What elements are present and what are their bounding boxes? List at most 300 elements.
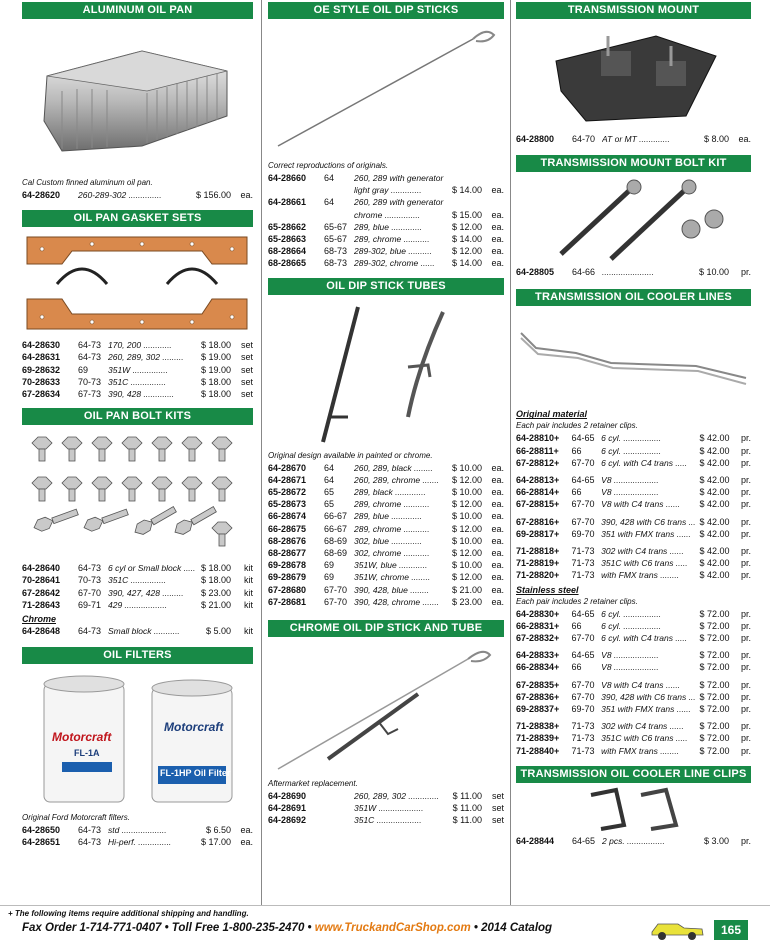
part-price: $ 42.00 (699, 570, 730, 581)
part-number: 71-28840+ (516, 745, 560, 756)
part-description: 289, black ............. (354, 487, 426, 498)
table-row (516, 557, 751, 569)
part-number: 71-28643 (22, 599, 61, 610)
table-row (516, 745, 751, 757)
part-number: 67-28681 (268, 596, 307, 607)
part-number: 70-28641 (22, 575, 61, 586)
part-price: $ 42.00 (699, 499, 730, 510)
part-description: 351C with C6 trans ..... (601, 733, 688, 744)
filter2-brand: Motorcraft (164, 720, 224, 735)
part-price: $ 72.00 (699, 650, 730, 661)
filter2-model: FL-1HP Oil Filter (160, 768, 231, 779)
part-years: 71-73 (571, 733, 595, 744)
part-unit: kit (244, 587, 253, 598)
part-years: 64-65 (572, 835, 596, 846)
table-row (268, 209, 504, 221)
part-price: $ 15.00 (451, 209, 482, 220)
part-unit: pr. (740, 516, 751, 527)
part-price: $ 42.00 (699, 457, 730, 468)
part-number: 64-28630 (22, 340, 61, 351)
part-years: 70-73 (78, 575, 102, 586)
part-unit: pr. (740, 662, 751, 673)
part-description: 390, 427, 428 ......... (108, 587, 184, 598)
section-header-oe-style-oil-dip-sticks: OE STYLE OIL DIP STICKS (268, 2, 504, 19)
separator: • (304, 922, 315, 934)
part-years: 64-70 (572, 134, 596, 144)
table-row (268, 802, 504, 814)
table-row (516, 835, 751, 847)
table-row (516, 632, 751, 644)
table-row (268, 196, 504, 208)
part-years: 64-73 (78, 563, 102, 574)
part-number: 64-28648 (22, 626, 61, 637)
part-description: 260, 289, 302 ............. (354, 791, 440, 802)
table-row (22, 351, 253, 363)
part-number: 67-28836+ (516, 691, 560, 702)
part-number: 66-28811+ (516, 445, 559, 456)
part-price: $ 17.00 (200, 837, 231, 848)
part-unit: pr. (740, 267, 751, 278)
table-row (516, 528, 751, 540)
part-price: $ 19.00 (200, 364, 231, 375)
part-price: $ 42.00 (699, 558, 730, 569)
part-price: $ 72.00 (699, 733, 730, 744)
part-number: 65-28673 (268, 499, 307, 510)
chrome-dip-stick-and-tube-image (268, 639, 504, 777)
oil-dip-stick-image (268, 21, 504, 159)
part-years: 64-66 (572, 267, 596, 278)
part-years: 71-73 (571, 546, 595, 557)
part-description: 390, 428 ............. (108, 389, 175, 400)
part-unit: pr. (740, 721, 751, 732)
table-row (516, 679, 751, 691)
part-years: 68-73 (324, 258, 348, 269)
part-description: 260, 289 with generator (354, 197, 444, 208)
part-unit: set (491, 803, 504, 814)
part-price: $ 156.00 (195, 190, 231, 200)
table-row (268, 535, 504, 547)
part-years: 64-65 (571, 475, 595, 486)
subsection-label-chrome: Chrome (22, 614, 57, 625)
table-row (516, 266, 751, 278)
part-description: V8 with C4 trans ...... (601, 499, 681, 510)
part-years: 69-70 (571, 704, 595, 715)
part-description: 6 cyl. ................ (601, 433, 662, 444)
table-row (516, 732, 751, 744)
part-description: 289, chrome ........... (354, 499, 430, 510)
table-row (22, 388, 253, 400)
part-unit: ea. (491, 572, 504, 583)
part-number: 65-28662 (268, 221, 307, 232)
part-unit: ea. (491, 523, 504, 534)
section-note: Original design available in painted or chrome. (268, 450, 433, 460)
part-description: 6 cyl or Small block ..... (108, 563, 196, 574)
table-row (268, 559, 504, 571)
part-number: 64-28651 (22, 837, 61, 848)
part-description: 260, 289, chrome ....... (354, 474, 440, 485)
part-price: $ 10.00 (451, 462, 482, 473)
part-years: 64 (324, 173, 335, 183)
part-price: $ 18.00 (200, 563, 231, 574)
parts-table-cooler-line-clips (516, 835, 751, 847)
part-price: $ 14.00 (451, 258, 482, 269)
part-unit: ea. (738, 134, 751, 144)
part-unit: ea. (491, 209, 504, 220)
oil-cooler-lines-image (516, 308, 751, 406)
part-description: 351W ................... (354, 803, 424, 814)
part-unit: pr. (740, 433, 751, 444)
part-description: 260, 289, 302 ......... (108, 352, 184, 363)
part-years: 64-73 (78, 825, 102, 836)
part-years: 64 (324, 462, 335, 473)
part-price: $ 10.00 (451, 560, 482, 571)
part-years: 66-67 (324, 523, 348, 534)
part-description: 390, 428, chrome ....... (354, 596, 440, 607)
part-price: $ 12.00 (451, 548, 482, 559)
part-number: 67-28835+ (516, 679, 560, 690)
part-unit: ea. (240, 825, 253, 836)
part-years (324, 802, 354, 814)
parts-table-transmission-mount (516, 133, 751, 145)
table-row (516, 720, 751, 732)
part-unit: set (240, 340, 253, 351)
part-years: 66 (571, 662, 582, 673)
part-price: $ 72.00 (699, 691, 730, 702)
part-number: 68-28664 (268, 246, 307, 257)
part-number: 67-28832+ (516, 633, 560, 644)
part-number: 64-28830+ (516, 608, 560, 619)
part-description: 2 pcs. ................ (602, 835, 665, 846)
table-row (268, 571, 504, 583)
part-description: 351W, blue ............ (354, 560, 428, 571)
table-row (22, 189, 253, 201)
part-description: 289-302, blue .......... (354, 246, 432, 257)
part-price: $ 42.00 (699, 546, 730, 557)
section-header-oil-pan-gasket-sets: OIL PAN GASKET SETS (22, 210, 253, 227)
part-description: 260, 289, black ........ (354, 462, 433, 473)
part-years: 67-70 (571, 499, 595, 510)
part-description: 170, 200 ............ (108, 340, 172, 351)
parts-table-cooler-lines-original (516, 432, 751, 581)
part-number: 66-28831+ (516, 620, 560, 631)
part-unit: ea. (491, 499, 504, 510)
part-price: $ 21.00 (451, 584, 482, 595)
part-unit: kit (244, 626, 253, 637)
part-number: 67-28642 (22, 587, 61, 598)
part-years: 69 (324, 572, 335, 583)
parts-table-cooler-lines-stainless (516, 608, 751, 757)
part-number: 66-28675 (268, 523, 307, 534)
part-number: 71-28819+ (516, 558, 560, 569)
contact-line (22, 922, 552, 934)
table-row (22, 836, 253, 848)
part-number: 64-28833+ (516, 650, 560, 661)
part-years: 71-73 (571, 570, 595, 581)
part-number: 64-28800 (516, 134, 555, 144)
part-years: 69 (78, 364, 89, 375)
part-price: $ 72.00 (699, 679, 730, 690)
part-years: 64-65 (571, 608, 595, 619)
table-row (516, 649, 751, 661)
part-price: $ 18.00 (200, 389, 231, 400)
oil-filters-image (22, 666, 253, 811)
part-years: 69-70 (571, 528, 595, 539)
part-unit: pr. (740, 445, 751, 456)
table-row (516, 486, 751, 498)
part-years: 69-71 (78, 599, 102, 610)
column-middle (268, 0, 504, 827)
part-number: 69-28679 (268, 572, 307, 583)
part-unit: pr. (740, 835, 751, 846)
column-divider (261, 0, 262, 905)
part-years: 67-70 (571, 457, 595, 468)
part-years: 66 (571, 620, 582, 631)
oil-pan-bolts-image (22, 427, 253, 560)
part-years: 67-70 (571, 633, 595, 644)
part-number: 65-28672 (268, 487, 307, 498)
catalog-year: 2014 Catalog (481, 922, 553, 934)
parts-table-oil-pan-bolt-kits (22, 562, 253, 611)
part-unit: pr. (740, 570, 751, 581)
part-price: $ 42.00 (699, 487, 730, 498)
part-unit: pr. (740, 475, 751, 486)
part-years: 67-70 (78, 587, 102, 598)
part-years: 67-70 (324, 584, 348, 595)
part-description: V8 ................... (601, 487, 659, 498)
oil-pan-gasket-image (22, 229, 253, 337)
part-unit: set (491, 791, 504, 802)
part-price: $ 23.00 (451, 596, 482, 607)
subsection-label-original-material: Original material (516, 409, 588, 420)
part-number: 69-28678 (268, 560, 307, 571)
part-years: 65 (324, 487, 335, 498)
table-row (22, 625, 253, 637)
part-number: 71-28839+ (516, 733, 560, 744)
part-number: 64-28631 (22, 352, 61, 363)
section-note: Each pair includes 2 retainer clips. (516, 596, 638, 606)
part-price: $ 19.00 (200, 352, 231, 363)
part-years: 69 (324, 560, 335, 571)
part-description: Small block ........... (108, 626, 180, 637)
part-description: 289, chrome ........... (354, 523, 430, 534)
part-number: 71-28838+ (516, 721, 560, 732)
part-description: 289, blue ............. (354, 221, 423, 232)
part-number: 66-28674 (268, 511, 307, 522)
part-description: 289, blue ............. (354, 511, 423, 522)
section-header-aluminum-oil-pan: ALUMINUM OIL PAN (22, 2, 253, 19)
part-number: 64-28661 (268, 197, 307, 208)
section-header-transmission-mount: TRANSMISSION MOUNT (516, 2, 751, 19)
part-description: with FMX trans ........ (601, 570, 680, 581)
table-row (268, 790, 504, 802)
part-years: 71-73 (571, 745, 595, 756)
part-years: 68-69 (324, 535, 348, 546)
part-number: 64-28692 (268, 815, 307, 826)
part-number: 68-28676 (268, 535, 307, 546)
column-divider (510, 0, 511, 905)
part-unit: set (240, 389, 253, 400)
table-row (268, 233, 504, 245)
part-number: 69-28817+ (516, 528, 560, 539)
part-description: 289, chrome ........... (354, 234, 430, 245)
part-years: 66 (571, 445, 582, 456)
part-description: 260, 289 with generator (354, 173, 444, 183)
part-unit: ea. (491, 246, 504, 257)
part-description: 390, 428, blue ........ (354, 584, 430, 595)
part-unit: pr. (740, 499, 751, 510)
section-note: Original Ford Motorcraft filters. (22, 813, 131, 823)
table-row (516, 608, 751, 620)
subsection-label-stainless-steel: Stainless steel (516, 584, 579, 595)
part-description: 351 with FMX trans ...... (601, 528, 691, 539)
part-unit: ea. (491, 462, 504, 473)
toll-free-number: Toll Free 1-800-235-2470 (171, 922, 305, 934)
table-row (268, 547, 504, 559)
part-number: 71-28820+ (516, 570, 560, 581)
parts-table-oil-pan-gasket-sets (22, 339, 253, 400)
part-description: 302, blue ............. (354, 535, 423, 546)
part-unit: ea. (491, 487, 504, 498)
part-price: $ 14.00 (451, 185, 482, 196)
part-unit: set (240, 352, 253, 363)
part-unit: kit (244, 563, 253, 574)
table-row (516, 445, 751, 457)
table-row (268, 474, 504, 486)
part-unit: ea. (491, 185, 504, 196)
part-number: 64-28640 (22, 563, 61, 574)
part-unit: ea. (491, 511, 504, 522)
part-years: 64 (324, 474, 335, 485)
part-price: $ 42.00 (699, 445, 730, 456)
part-unit: pr. (740, 745, 751, 756)
part-description: V8 ................... (601, 662, 659, 673)
part-years: 67-70 (571, 516, 595, 527)
oil-dip-stick-tubes-image (268, 297, 504, 449)
part-price: $ 11.00 (452, 791, 482, 802)
section-note: Cal Custom finned aluminum oil pan. (22, 178, 153, 187)
part-years: 64-73 (78, 340, 102, 351)
section-header-oil-pan-bolt-kits: OIL PAN BOLT KITS (22, 408, 253, 425)
part-number: 67-28634 (22, 389, 61, 400)
part-price: $ 12.00 (451, 246, 482, 257)
table-row (516, 474, 751, 486)
table-row (268, 584, 504, 596)
shipping-footnote: + The following items require additional shipping and handling. (8, 909, 249, 918)
part-number: 64-28620 (22, 190, 61, 200)
part-description: std ................... (108, 825, 167, 836)
part-unit: pr. (740, 457, 751, 468)
section-header-oil-dip-stick-tubes: OIL DIP STICK TUBES (268, 278, 504, 295)
part-years: 65 (324, 499, 335, 510)
table-row (516, 691, 751, 703)
section-header-chrome-oil-dip-stick-and-tube: CHROME OIL DIP STICK AND TUBE (268, 620, 504, 637)
part-unit: pr. (740, 733, 751, 744)
table-row (22, 587, 253, 599)
part-unit: pr. (740, 679, 751, 690)
section-note: Aftermarket replacement. (268, 779, 358, 789)
table-row (22, 824, 253, 836)
part-description: 429 .................. (108, 599, 168, 610)
table-row (516, 432, 751, 444)
table-row (516, 498, 751, 510)
part-number: 70-28633 (22, 376, 61, 387)
part-price: $ 12.00 (451, 221, 482, 232)
part-price: $ 6.50 (205, 825, 231, 836)
part-description: 302 with C4 trans ...... (601, 546, 684, 557)
part-unit: ea. (491, 584, 504, 595)
part-price: $ 42.00 (699, 516, 730, 527)
part-unit: ea. (491, 234, 504, 245)
part-description: 302, chrome ........... (354, 548, 430, 559)
part-number: 67-28816+ (516, 516, 560, 527)
part-price: $ 12.00 (451, 474, 482, 485)
table-row (268, 221, 504, 233)
part-years: 67-73 (78, 389, 102, 400)
part-unit: pr. (740, 528, 751, 539)
part-description: 6 cyl. with C4 trans ..... (601, 457, 688, 468)
part-years: 66-67 (324, 511, 348, 522)
part-unit: ea. (491, 221, 504, 232)
table-row (268, 245, 504, 257)
part-price: $ 72.00 (699, 662, 730, 673)
part-unit: kit (244, 599, 253, 610)
part-number: 64-28813+ (516, 475, 560, 486)
table-row (22, 339, 253, 351)
part-description: chrome ............... (354, 209, 421, 220)
section-header-oil-filters: OIL FILTERS (22, 647, 253, 664)
part-description: AT or MT ............. (602, 134, 670, 144)
part-description: 351W ............... (108, 364, 168, 375)
part-price: $ 8.00 (703, 134, 729, 144)
part-description: 351C ............... (108, 575, 167, 586)
part-description: 6 cyl. ................ (601, 620, 662, 631)
part-years: 66 (571, 487, 582, 498)
part-price: $ 72.00 (699, 704, 730, 715)
part-unit: ea. (240, 837, 253, 848)
part-price: $ 72.00 (699, 620, 730, 631)
transmission-mount-bolts-image (516, 174, 751, 264)
part-unit: pr. (740, 620, 751, 631)
part-description: 289-302, chrome ...... (354, 258, 435, 269)
part-number: 64-28810+ (516, 433, 560, 444)
part-description: V8 with C4 trans ...... (601, 679, 681, 690)
part-price: $ 12.00 (451, 523, 482, 534)
part-years (324, 814, 354, 826)
table-row (516, 661, 751, 673)
table-row (268, 814, 504, 826)
table-row (22, 364, 253, 376)
part-number: 69-28632 (22, 364, 61, 375)
part-unit: ea. (491, 535, 504, 546)
part-price: $ 3.00 (703, 835, 729, 846)
part-description: 6 cyl. ................ (601, 608, 662, 619)
part-years: 64-73 (78, 837, 102, 848)
part-description: 302 with C4 trans ...... (601, 721, 684, 732)
part-description: 351C ............... (108, 376, 167, 387)
parts-table-chrome-bolts (22, 625, 253, 637)
website-link[interactable]: www.TruckandCarShop.com (314, 922, 471, 934)
part-price: $ 42.00 (699, 528, 730, 539)
part-price: $ 18.00 (200, 575, 231, 586)
table-row (516, 703, 751, 715)
part-unit: pr. (740, 608, 751, 619)
parts-table-transmission-mount-bolt-kit (516, 266, 751, 278)
transmission-mount-image (516, 21, 751, 131)
part-unit: kit (244, 575, 253, 586)
part-unit: pr. (740, 650, 751, 661)
part-years: 67-70 (324, 596, 348, 607)
part-description: 6 cyl. with C4 trans ..... (601, 633, 688, 644)
